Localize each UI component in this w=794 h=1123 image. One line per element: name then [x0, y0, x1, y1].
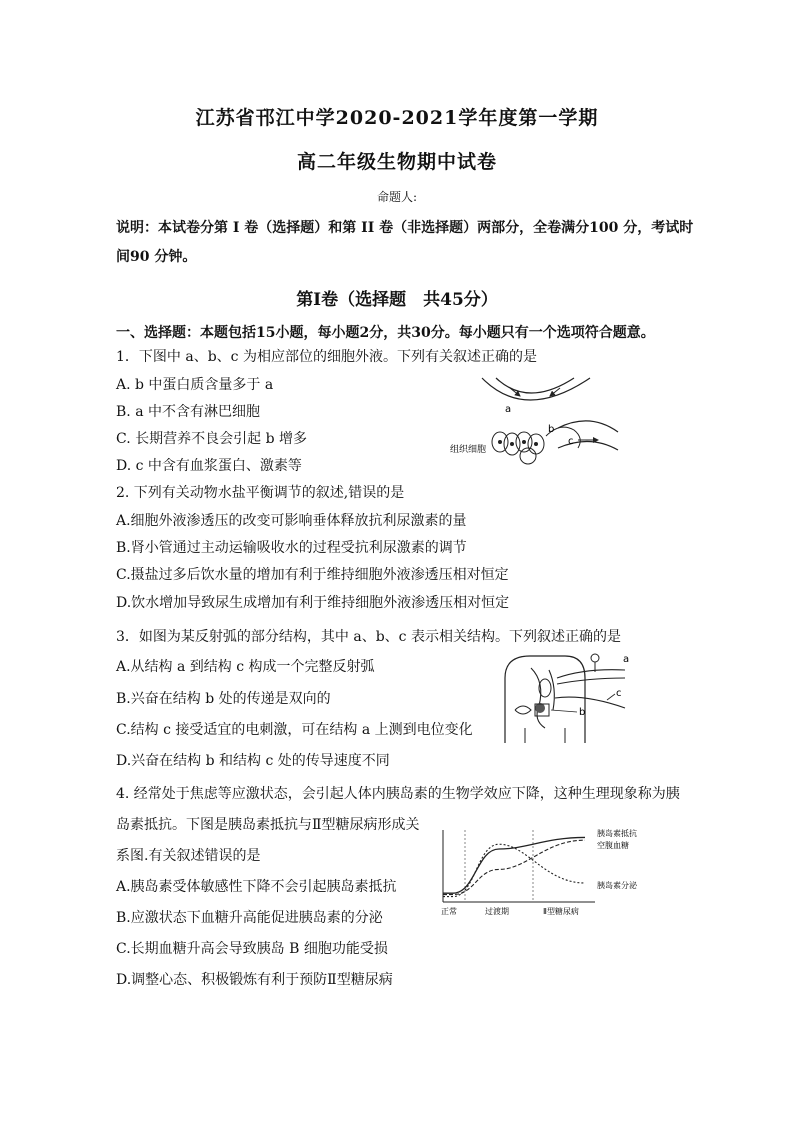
section1-heading: 一、选择题：本题包括15小题，每小题2分，共30分。每小题只有一个选项符合题意。 — [116, 325, 655, 341]
q3-option-b: B.兴奋在结构 b 处的传递是双向的 — [116, 691, 331, 707]
q2-stem: 2. 下列有关动物水盐平衡调节的叙述,错误的是 — [116, 485, 405, 501]
q1-label-c: c — [568, 436, 574, 447]
notice-line-1: 说明：本试卷分第 I 卷（选择题）和第 II 卷（非选择题）两部分，全卷满分100 分，考试时 — [116, 220, 694, 236]
q1-option-a: A. b 中蛋白质含量多于 a — [116, 377, 274, 393]
q1-option-d: D. c 中含有血浆蛋白、激素等 — [116, 458, 302, 474]
q2-option-d: D.饮水增加导致尿生成增加有利于维持细胞外液渗透压相对恒定 — [116, 595, 510, 611]
q2-option-a: A.细胞外液渗透压的改变可影响垂体释放抗利尿激素的量 — [116, 513, 467, 529]
q3-option-d: D.兴奋在结构 b 和结构 c 处的传导速度不同 — [116, 753, 390, 769]
q3-figure — [495, 648, 635, 748]
q4-option-a: A.胰岛素受体敏感性下降不会引起胰岛素抵抗 — [116, 879, 397, 895]
q1-option-c: C. 长期营养不良会引起 b 增多 — [116, 431, 307, 447]
q1-stem: 1．下图中 a、b、c 为相应部位的细胞外液。下列有关叙述正确的是 — [116, 349, 537, 365]
q4-chart — [435, 826, 665, 918]
legend-insulin-resistance: 胰岛素抵抗 — [597, 829, 637, 838]
q4-option-c: C.长期血糖升高会导致胰岛 B 细胞功能受损 — [116, 941, 388, 957]
x-tick-normal: 正常 — [441, 907, 457, 916]
q1-option-b: B. a 中不含有淋巴细胞 — [116, 404, 260, 420]
q4-option-b: B.应激状态下血糖升高能促进胰岛素的分泌 — [116, 910, 383, 926]
q3-label-c: c — [616, 688, 622, 699]
q3-label-b: b — [579, 707, 586, 718]
x-tick-diabetes: Ⅱ型糖尿病 — [543, 907, 579, 916]
exam-title: 江苏省邗江中学2020-2021学年度第一学期 — [195, 107, 599, 129]
q4-stem-line-2: 岛素抵抗。下图是胰岛素抵抗与Ⅱ型糖尿病形成关 — [116, 817, 420, 833]
q4-option-d: D.调整心态、积极锻炼有利于预防Ⅱ型糖尿病 — [116, 972, 393, 988]
exam-subtitle: 高二年级生物期中试卷 — [296, 151, 497, 173]
q3-option-a: A.从结构 a 到结构 c 构成一个完整反射弧 — [116, 659, 375, 675]
q3-option-c: C.结构 c 接受适宜的电刺激，可在结构 a 上测到电位变化 — [116, 722, 473, 738]
q1-figure — [450, 372, 620, 472]
legend-fasting-glucose: 空腹血糖 — [597, 841, 629, 850]
q3-label-a: a — [623, 654, 630, 665]
q1-label-a: a — [505, 404, 512, 415]
legend-insulin-secretion: 胰岛素分泌 — [597, 881, 637, 890]
q1-label-b: b — [548, 424, 555, 435]
notice-line-2: 间90 分钟。 — [116, 249, 197, 265]
q2-option-c: C.摄盐过多后饮水量的增加有利于维持细胞外液渗透压相对恒定 — [116, 567, 509, 583]
series-insulin-resistance-line — [443, 837, 585, 893]
part1-title: 第I卷（选择题 共45分） — [296, 290, 498, 310]
q1-cell-label: 组织细胞 — [450, 445, 487, 455]
q4-stem-line-3: 系图.有关叙述错误的是 — [116, 848, 261, 864]
author-line: 命题人: — [376, 190, 418, 204]
x-tick-transition: 过渡期 — [485, 907, 509, 916]
q3-stem: 3．如图为某反射弧的部分结构，其中 a、b、c 表示相关结构。下列叙述正确的是 — [116, 629, 621, 645]
q4-stem-line-1: 4. 经常处于焦虑等应激状态，会引起人体内胰岛素的生物学效应下降，这种生理现象称为胰 — [116, 786, 680, 802]
q2-option-b: B.肾小管通过主动运输吸收水的过程受抗利尿激素的调节 — [116, 540, 467, 556]
